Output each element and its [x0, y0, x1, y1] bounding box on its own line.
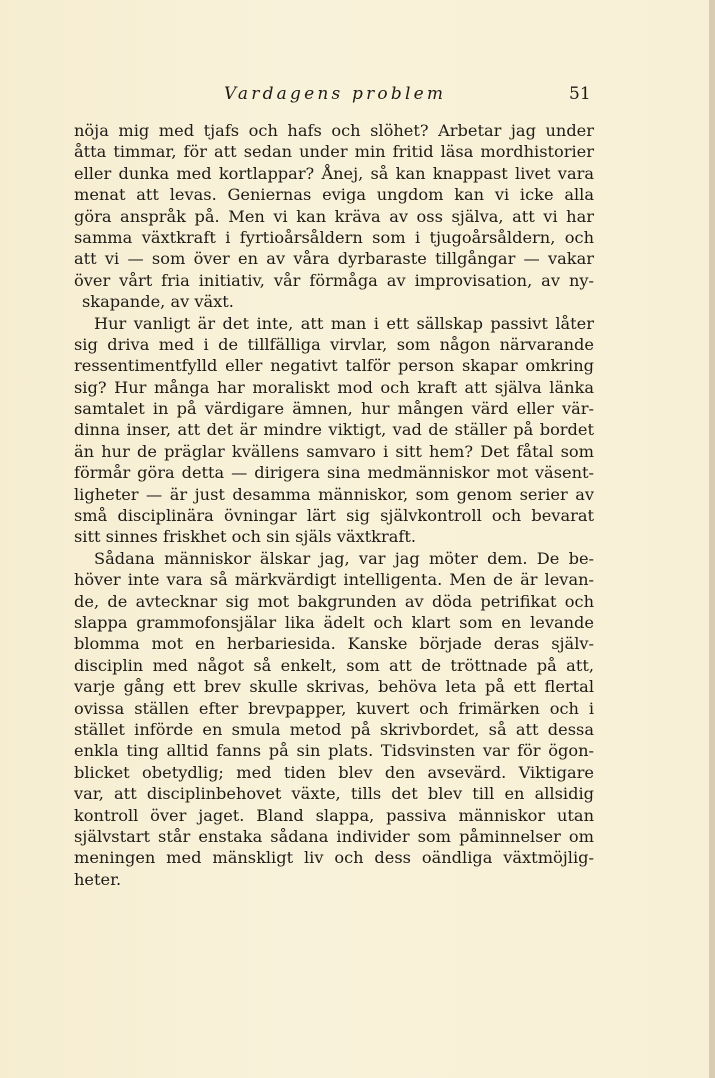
page-number: 51: [569, 84, 591, 104]
text-line: meningen med mänskligt liv och dess oändliga växtmöjlig-: [74, 848, 594, 868]
text-line: samtalet in på värdigare ämnen, hur mången värd eller vär-: [74, 399, 594, 419]
text-line: menat att levas. Geniernas eviga ungdom kan vi icke alla: [74, 185, 594, 205]
text-line: enkla ting alltid fanns på sin plats. Tidsvinsten var för ögon-: [74, 741, 594, 761]
text-line: små disciplinära övningar lärt sig självkontroll och bevarat: [74, 506, 594, 526]
text-line: nöja mig med tjafs och hafs och slöhet? Arbetar jag under: [74, 121, 594, 140]
text-line: Hur vanligt är det inte, att man i ett sällskap passivt låter: [94, 313, 594, 333]
text-line: förmår göra detta — dirigera sina medmänniskor mot väsent-: [74, 463, 594, 483]
text-line: Sådana människor älskar jag, var jag möter dem. De be-: [94, 548, 594, 568]
text-line: var, att disciplinbehovet växte, tills det blev till en allsidig: [74, 784, 594, 804]
text-line: samma växtkraft i fyrtioårsåldern som i tjugoårsåldern, och: [74, 227, 594, 247]
text-line: varje gång ett brev skulle skrivas, behöva leta på ett flertal: [74, 677, 594, 697]
page-header: [0, 84, 715, 108]
text-line: självstart står enstaka sådana individer som påminnelser om: [74, 826, 594, 846]
text-line: dinna inser, att det är mindre viktigt, vad de ställer på bordet: [74, 420, 594, 440]
text-line: de, de avtecknar sig mot bakgrunden av döda petrifikat och: [74, 591, 594, 611]
text-line: slappa grammofonsjälar lika ädelt och klart som en levande: [74, 612, 594, 632]
text-line: heter.: [74, 869, 122, 889]
text-line: eller dunka med kortlappar? Ånej, så kan knappast livet vara: [74, 163, 594, 183]
text-line: ressentimentfylld eller negativt talför person skapar omkring: [74, 356, 594, 376]
page-edge: [709, 0, 715, 1078]
text-line: höver inte vara så märkvärdigt intelligenta. Men de är levan-: [74, 570, 594, 590]
text-line: sig driva med i de tillfälliga virvlar, som någon närvarande: [74, 334, 594, 354]
text-line: skapande, av växt.: [82, 292, 234, 312]
text-line: att vi — som över en av våra dyrbaraste tillgångar — vakar: [74, 249, 594, 269]
text-line: sig? Hur många har moraliskt mod och kraft att själva länka: [74, 377, 594, 397]
text-line: över vårt fria initiativ, vår förmåga av improvisation, av ny-: [74, 270, 594, 290]
text-line: kontroll över jaget. Bland slappa, passiva människor utan: [74, 805, 594, 825]
text-line: blicket obetydlig; med tiden blev den avsevärd. Viktigare: [74, 762, 594, 782]
text-line: sitt sinnes friskhet och sin själs växtkraft.: [74, 527, 417, 547]
text-line: blomma mot en herbariesida. Kanske började deras själv-: [74, 634, 594, 654]
text-line: disciplin med något så enkelt, som att de tröttnade på att,: [74, 655, 594, 675]
running-title: Vardagens problem: [224, 84, 447, 104]
text-line: ligheter — är just desamma människor, som genom serier av: [74, 484, 594, 504]
text-line: göra anspråk på. Men vi kan kräva av oss själva, att vi har: [74, 206, 594, 226]
body-text: [74, 120, 594, 890]
text-line: stället införde en smula metod på skrivbordet, så att dessa: [74, 719, 594, 739]
text-line: ovissa ställen efter brevpapper, kuvert och frimärken och i: [74, 698, 594, 718]
text-line: åtta timmar, för att sedan under min fritid läsa mordhistorier: [74, 142, 594, 162]
text-line: än hur de präglar kvällens samvaro i sitt hem? Det fåtal som: [74, 441, 594, 461]
